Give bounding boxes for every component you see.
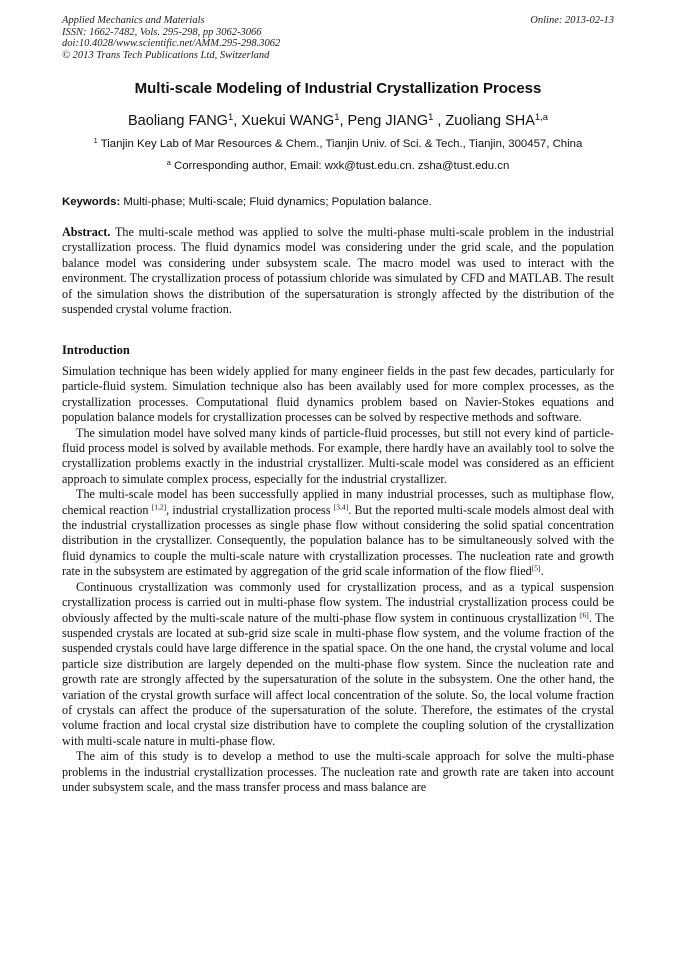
author: Peng JIANG$^1$ , [347,110,446,129]
citation: [6] [579,609,589,619]
keywords-label: Keywords: [62,196,121,208]
keywords-text: Multi-phase; Multi-scale; Fluid dynamics; Population balance. [123,196,432,208]
author-list [62,110,614,129]
section-heading-introduction: Introduction [62,343,130,357]
paragraph: Continuous crystallization was commonly used for crystallization process, and as a typical suspension crystallization process is carried out in multi-phase flow system. The industrial crystallization process could be obviously affected by the multi-scale nature of the multi-phase flow system in continuous crystallization [6]. The suspended crystals are located at sub-grid size scale in multi-phase flow system, and the volume fraction of the suspended crystals could have large difference in the spatial space. On the one hand, the crystal volume and local particle size distribution are largely depended on the multi-phase flow system. Since the nucleation rate and growth rate are strongly affected by the supersaturation of the solute in the subsystem. One the other hand, the variation of the crystal growth surface will affect local concentration of the solute. So, the local volume fraction of crystals can affect the produce of the supersaturation of the solute. Therefore, the estimates of the crystal volume fraction and local crystal size distribution have to complete the coupling solution of the crystallization with multi-scale nature in multi-phase flow. [62,579,614,748]
doi-line: doi:10.4028/www.scientific.net/AMM.295-298.3062 [62,38,281,49]
author: Baoliang FANG$^1$, [128,110,242,129]
issn-line: ISSN: 1662-7482, Vols. 295-298, pp 3062-3066 [62,26,262,38]
paragraph: The simulation model have solved many kinds of particle-fluid processes, but still not every kind of particle-fluid process model is solved by available methods. For example, there hardly have an availably tool to solve the crystallization problems exactly in the industrial crystallizer. Multi-scale model was considered as an efficient approach to simulate complex process, especially for the industrial crystallizer. [62,425,614,486]
paragraph: Simulation technique has been widely applied for many engineer fields in the past few decades, particularly for particle-fluid system. Simulation technique also has been availably used for more complex processes, as the crystallization processes. Computational fluid dynamics problem based on Navier-Stokes equations and population balance models for crystallization processes can be solved by respective methods and software. [62,364,614,425]
journal-header [62,15,614,61]
paragraph: The aim of this study is to develop a method to use the multi-scale approach for solve the multi-phase problems in the industrial crystallization processes. The nucleation rate and growth rate are taken into account under subsystem scale, and the mass transfer process and mass balance are [62,749,614,794]
journal-name: Applied Mechanics and Materials [62,15,205,26]
author: Xuekui WANG$^1$, [241,110,348,129]
affiliation: $^1$ Tianjin Key Lab of Mar Resources & Chem., Tianjin Univ. of Sci. & Tech., Tianjin, 300457, China [93,135,583,150]
introduction-body [62,364,614,795]
copyright-line: © 2013 Trans Tech Publications Ltd, Switzerland [62,49,270,61]
abstract-text: The multi-scale method was applied to solve the multi-phase multi-scale problem in the industrial crystallization process. The fluid dynamics model was considering under the grid scale, and the population balance model was considering under subsystem scale. The macro model was used to interact with the environment. The crystallization process of potassium chloride was simulated by CFD and MATLAB. The result of the simulation shows the distribution of the supersaturation is strongly affected by the distribution of the suspended crystal volume fraction. [62,225,615,317]
corresponding-author: $^a$ Corresponding author, Email: wxk@tust.edu.cn. zsha@tust.edu.cn [166,157,510,172]
author: Zuoliang SHA$^{1,a}$ [445,110,548,129]
paper-title: Multi-scale Modeling of Industrial Crystallization Process [134,80,542,97]
keywords [62,196,614,208]
abstract [62,225,614,317]
abstract-label: Abstract. [62,225,111,239]
citation: [3,4] [333,502,349,512]
citation: [1,2] [151,502,167,512]
online-date: Online: 2013-02-13 [530,15,614,26]
paragraph: The multi-scale model has been successfully applied in many industrial processes, such as multiphase flow, chemical reaction [1,2], industrial crystallization process [3,4]. But the reported multi-scale models almost deal with the industrial crystallization processes as single phase flow without considering the solid spatial concentration distribution in the crystallizer. Consequently, the population balance has to be simultaneously solved with the fluid dynamics to couple the multi-scale nature with crystallization processes. The nucleation rate and growth rate in the subsystem are estimated by aggregation of the grid scale information of the flow flied[5]. [62,487,615,579]
citation: [5] [531,563,541,573]
